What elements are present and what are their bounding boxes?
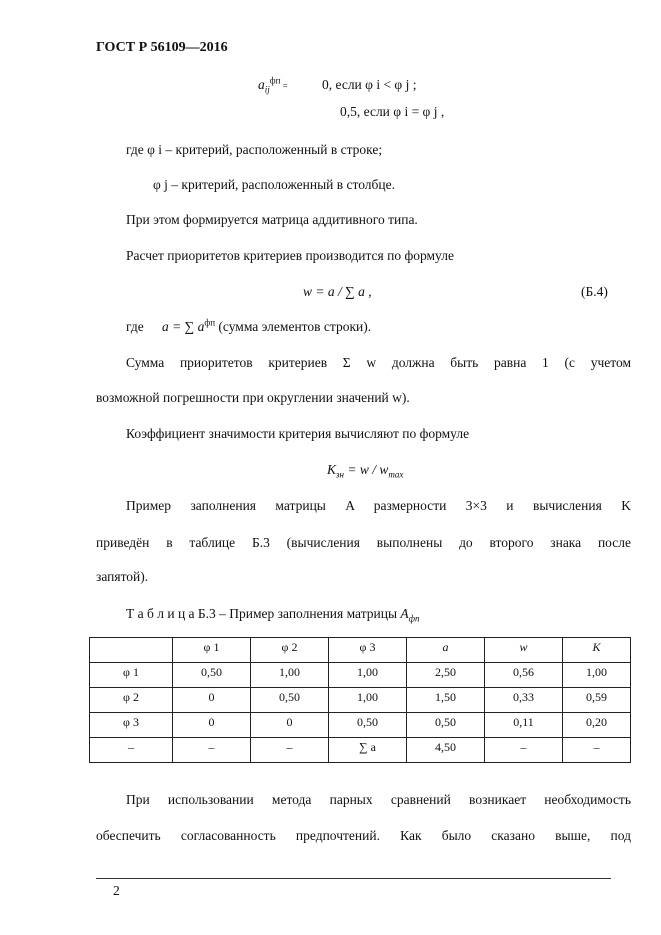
where-line-2: φ j – критерий, расположенный в столбце. xyxy=(153,177,395,192)
where-a-formula xyxy=(162,318,371,336)
where-a-expression: a = ∑ a xyxy=(162,319,205,334)
table-caption-text: Т а б л и ц а Б.3 – Пример заполнения матрицы xyxy=(126,606,398,621)
table-cell: 0,50 xyxy=(251,688,329,713)
formula-w: w = a / ∑ a , xyxy=(303,284,372,299)
formula-a-case-2: 0,5, если φ i = φ j , xyxy=(340,104,445,119)
table-cell: 0 xyxy=(251,713,329,738)
formula-a-var: a xyxy=(258,77,265,92)
paragraph-sum-line-2: возможной погрешности при округлении значений w). xyxy=(96,390,410,405)
paragraph-pairwise-line-2: обеспечить согласованность предпочтений. Как было сказано выше, под xyxy=(96,828,631,843)
footer-rule xyxy=(96,878,611,879)
formula-a-sub: ij xyxy=(264,84,270,95)
table-row xyxy=(90,713,631,738)
formula-number: (Б.4) xyxy=(581,284,608,299)
table-cell: 0 xyxy=(173,713,251,738)
formula-a-sup: фп xyxy=(269,75,281,86)
where-a-sup: фп xyxy=(204,317,216,328)
page-number: 2 xyxy=(113,883,120,898)
table-cell: 0,11 xyxy=(485,713,563,738)
sum-line-1-text: Сумма приоритетов критериев Σ w должна быть равна 1 (с учетом xyxy=(126,355,631,370)
table-cell: φ 1 xyxy=(90,663,173,688)
table-row xyxy=(90,688,631,713)
table-cell: 0 xyxy=(173,688,251,713)
paragraph-coefficient: Коэффициент значимости критерия вычисляют по формуле xyxy=(126,426,470,441)
formula-k-var: K xyxy=(327,462,337,477)
paragraph-sum-line-1 xyxy=(96,354,631,372)
table-cell: 2,50 xyxy=(407,663,485,688)
table-cell: – xyxy=(485,738,563,763)
paragraph-matrix-type: При этом формируется матрица аддитивного типа. xyxy=(126,212,418,227)
formula-a-lhs xyxy=(258,76,288,95)
example-line-1-text: Пример заполнения матрицы A размерности 3×3 и вычисления K xyxy=(126,498,631,513)
formula-k-sub: зн xyxy=(336,469,344,480)
table-header-row xyxy=(90,638,631,663)
formula-a-eq: = xyxy=(280,81,288,91)
table-cell: 0,56 xyxy=(485,663,563,688)
table-cell: – xyxy=(90,738,173,763)
table-cell: 0,59 xyxy=(563,688,631,713)
where-a-prefix: где xyxy=(126,319,144,334)
table-cell: 1,50 xyxy=(407,688,485,713)
table-cell: ∑ a xyxy=(329,738,407,763)
table-row xyxy=(90,663,631,688)
formula-k xyxy=(327,461,403,479)
formula-k-wsub: max xyxy=(388,469,404,480)
table-cell: 0,33 xyxy=(485,688,563,713)
table-cell: – xyxy=(173,738,251,763)
paragraph-example-line-3: запятой). xyxy=(96,569,149,584)
table-total-row xyxy=(90,738,631,763)
paragraph-example-line-1 xyxy=(96,497,631,515)
formula-k-eq: = w / w xyxy=(347,462,389,477)
where-line-1: где φ i – критерий, расположенный в строке; xyxy=(126,142,383,157)
formula-a-case-1: 0, если φ i < φ j ; xyxy=(322,77,417,92)
table-cell: 0,20 xyxy=(563,713,631,738)
where-a-suffix: (сумма элементов строки). xyxy=(218,319,372,334)
table-cell: φ 2 xyxy=(90,688,173,713)
paragraph-pairwise-line-1 xyxy=(96,791,631,809)
table-b3 xyxy=(89,637,631,763)
table-caption xyxy=(126,605,420,623)
table-cell: 1,00 xyxy=(251,663,329,688)
table-cell: 0,50 xyxy=(407,713,485,738)
table-cell: 0,50 xyxy=(173,663,251,688)
paragraph-example-line-2: приведён в таблице Б.3 (вычисления выполнены до второго знака после xyxy=(96,535,631,550)
table-cell: 1,00 xyxy=(563,663,631,688)
table-cell: 1,00 xyxy=(329,663,407,688)
table-cell: 0,50 xyxy=(329,713,407,738)
table-caption-var: A xyxy=(400,606,409,621)
table-cell: – xyxy=(563,738,631,763)
table-cell: 1,00 xyxy=(329,688,407,713)
table-cell: 4,50 xyxy=(407,738,485,763)
table-header-cell: φ 1 xyxy=(173,638,251,663)
table-caption-sub: фп xyxy=(408,613,420,624)
table-header-cell: K xyxy=(563,638,631,663)
table-header-cell: φ 3 xyxy=(329,638,407,663)
table-cell: – xyxy=(251,738,329,763)
table-header-cell: φ 2 xyxy=(251,638,329,663)
table-header-cell: w xyxy=(485,638,563,663)
paragraph-priorities: Расчет приоритетов критериев производится по формуле xyxy=(126,248,454,263)
table-cell: φ 3 xyxy=(90,713,173,738)
table-header-cell xyxy=(90,638,173,663)
document-number: ГОСТ Р 56109—2016 xyxy=(96,40,228,55)
table-header-cell: a xyxy=(407,638,485,663)
pairwise-line-1-text: При использовании метода парных сравнений возникает необходимость xyxy=(126,792,631,807)
